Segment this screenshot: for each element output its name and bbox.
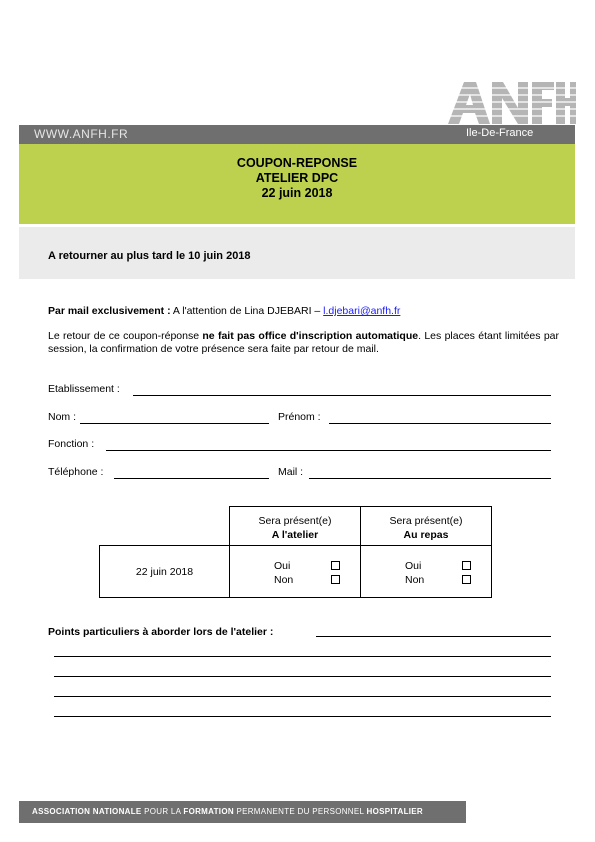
mail-input[interactable] [309, 468, 551, 479]
field-telephone [48, 466, 103, 478]
field-fonction [48, 438, 94, 450]
fonction-input[interactable] [106, 440, 551, 451]
attendance-table [99, 506, 492, 598]
notice-part-2: . Les places étant limitées par session, la confirmation de votre présence sera faite par retour de mail. [48, 330, 559, 355]
fonction-label: Fonction : [48, 438, 95, 450]
nom-label: Nom : [48, 411, 77, 423]
footer-word-2: POUR LA [141, 807, 184, 816]
subject-input-line-5[interactable] [54, 706, 551, 717]
mail-instructions [48, 305, 400, 317]
prenom-label: Prénom : [278, 411, 321, 423]
notice-paragraph [48, 330, 559, 356]
field-nom [48, 411, 76, 423]
atelier-oui-checkbox[interactable] [331, 561, 340, 570]
nom-input[interactable] [80, 413, 269, 424]
row-date: 22 juin 2018 [135, 566, 194, 578]
atelier-boxes [331, 561, 340, 584]
atelier-choice-cell [229, 545, 361, 598]
repas-boxes [462, 561, 471, 584]
footer-word-1: ASSOCIATION NATIONALE [32, 807, 142, 816]
etablissement-input[interactable] [133, 385, 551, 396]
repas-oui-checkbox[interactable] [462, 561, 471, 570]
notice-bold: ne fait pas office d'inscription automatique [202, 330, 419, 342]
title-line-1: COUPON-REPONSE [236, 156, 358, 170]
telephone-input[interactable] [114, 468, 269, 479]
page-title [19, 156, 575, 201]
repas-non-checkbox[interactable] [462, 575, 471, 584]
footer-word-5: HOSPITALIER [366, 807, 423, 816]
website-url: WWW.ANFH.FR [34, 127, 129, 141]
header-atelier [229, 506, 361, 546]
atelier-oui-label: Oui [274, 560, 291, 572]
header-atelier-line2: A l'atelier [271, 529, 319, 541]
footer-word-3: FORMATION [183, 807, 234, 816]
repas-oui-label: Oui [405, 560, 422, 572]
anfh-logo [446, 80, 576, 124]
repas-non-label: Non [405, 574, 425, 586]
subject-label: Points particuliers à aborder lors de l'atelier : [48, 626, 274, 638]
atelier-labels [274, 559, 293, 587]
footer-text [32, 807, 423, 816]
field-prenom [278, 411, 321, 423]
title-line-2: ATELIER DPC [255, 171, 339, 185]
deadline-text: A retourner au plus tard le 10 juin 2018 [48, 250, 251, 262]
mail-field-label: Mail : [278, 466, 304, 478]
date-cell [99, 545, 230, 598]
mail-attention: A l'attention de Lina DJEBARI – [172, 305, 321, 317]
footer-word-4: PERMANENTE DU PERSONNEL [233, 807, 367, 816]
notice-part-1: Le retour de ce coupon-réponse [48, 330, 203, 342]
email-link[interactable]: l.djebari@anfh.fr [323, 305, 401, 317]
header-repas-line1: Sera présent(e) [389, 515, 463, 527]
atelier-non-checkbox[interactable] [331, 575, 340, 584]
header-atelier-line1: Sera présent(e) [258, 515, 332, 527]
subject-input-line-2[interactable] [54, 646, 551, 657]
telephone-label: Téléphone : [48, 466, 104, 478]
subject-input-line-3[interactable] [54, 666, 551, 677]
header-repas [360, 506, 492, 546]
repas-labels [405, 559, 424, 587]
title-line-3: 22 juin 2018 [261, 186, 333, 200]
prenom-input[interactable] [329, 413, 551, 424]
atelier-non-label: Non [274, 574, 294, 586]
subject-input-line-1[interactable] [316, 626, 551, 637]
repas-choice-cell [360, 545, 492, 598]
region-label: Ile-De-France [466, 127, 534, 139]
field-mail [278, 466, 303, 478]
header-repas-line2: Au repas [403, 529, 449, 541]
subject-input-line-4[interactable] [54, 686, 551, 697]
etablissement-label: Etablissement : [48, 383, 120, 395]
field-etablissement [48, 383, 120, 395]
mail-label: Par mail exclusivement : [48, 305, 171, 317]
